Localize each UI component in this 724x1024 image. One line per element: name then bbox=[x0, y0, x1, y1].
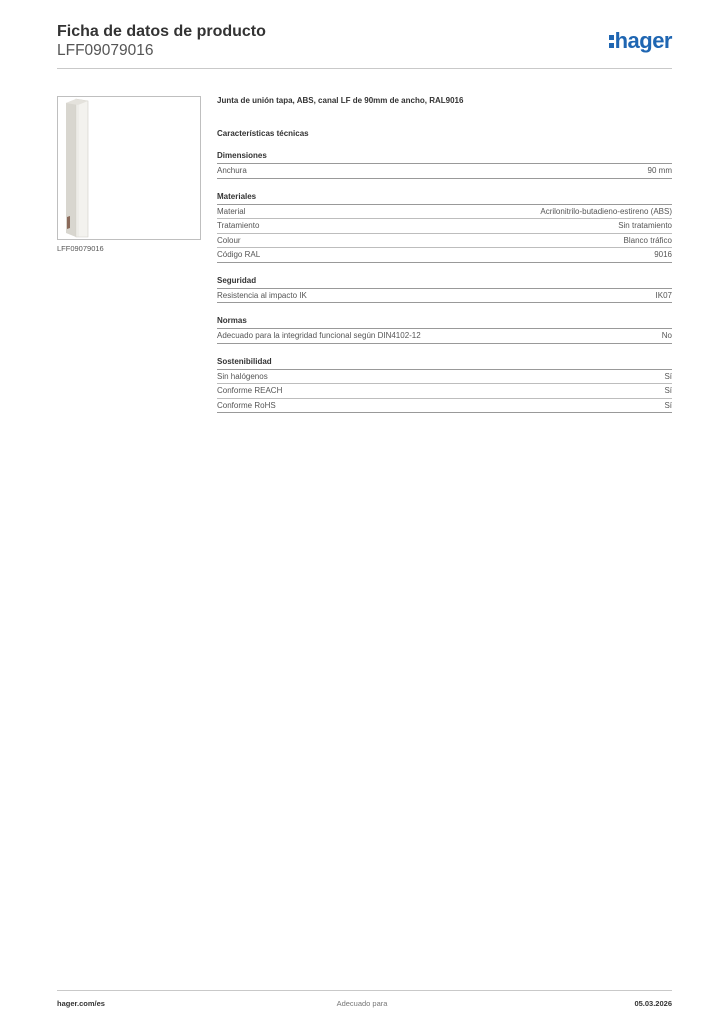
product-description: Junta de unión tapa, ABS, canal LF de 90mm de ancho, RAL9016 bbox=[217, 96, 464, 105]
spec-label: Colour bbox=[217, 235, 241, 245]
section-sostenibilidad bbox=[217, 357, 672, 414]
spec-label: Anchura bbox=[217, 166, 247, 175]
section-title: Normas bbox=[217, 316, 672, 329]
spec-value: Sí bbox=[664, 400, 672, 410]
footer-date: 05.03.2026 bbox=[634, 999, 672, 1008]
image-caption: LFF09079016 bbox=[57, 244, 104, 253]
spec-label: Código RAL bbox=[217, 250, 261, 259]
spec-label: Sin halógenos bbox=[217, 371, 268, 381]
spec-row bbox=[217, 329, 672, 344]
spec-row bbox=[217, 205, 672, 220]
spec-row bbox=[217, 289, 672, 304]
section-title: Materiales bbox=[217, 192, 672, 205]
spec-row bbox=[217, 384, 672, 399]
spec-label: Adecuado para la integridad funcional según DIN4102-12 bbox=[217, 331, 421, 340]
header bbox=[57, 22, 266, 60]
spec-label: Conforme REACH bbox=[217, 386, 283, 395]
section-title: Dimensiones bbox=[217, 151, 672, 164]
product-illustration-icon bbox=[58, 97, 200, 239]
section-title: Sostenibilidad bbox=[217, 357, 672, 370]
footer-website-link[interactable]: hager.com/es bbox=[57, 999, 105, 1008]
spec-row bbox=[217, 164, 672, 179]
section-seguridad bbox=[217, 276, 672, 304]
section-normas bbox=[217, 316, 672, 344]
page-title: Ficha de datos de producto bbox=[57, 23, 266, 40]
spec-value: Acrilonitrilo-butadieno-estireno (ABS) bbox=[540, 206, 672, 216]
spec-label: Resistencia al impacto IK bbox=[217, 290, 307, 300]
content bbox=[217, 96, 672, 413]
section-title: Seguridad bbox=[217, 276, 672, 289]
section-dimensiones bbox=[217, 151, 672, 179]
spec-value: Sin tratamiento bbox=[618, 221, 672, 230]
header-divider bbox=[57, 68, 672, 69]
spec-value: Sí bbox=[664, 386, 672, 395]
spec-label: Material bbox=[217, 206, 246, 216]
spec-value: Sí bbox=[664, 371, 672, 381]
footer-center-text: Adecuado para bbox=[336, 999, 388, 1008]
product-image bbox=[57, 96, 201, 240]
spec-value: Blanco tráfico bbox=[623, 235, 672, 245]
spec-label: Tratamiento bbox=[217, 221, 260, 230]
section-materiales bbox=[217, 192, 672, 263]
spec-value: IK07 bbox=[655, 290, 672, 300]
spec-value: 90 mm bbox=[647, 166, 672, 175]
spec-value: 9016 bbox=[654, 250, 672, 259]
logo-text: hager bbox=[614, 28, 672, 53]
spec-label: Conforme RoHS bbox=[217, 400, 276, 410]
spec-row bbox=[217, 370, 672, 385]
logo-mark-icon bbox=[609, 35, 614, 48]
spec-row bbox=[217, 219, 672, 234]
spec-row bbox=[217, 248, 672, 263]
footer-divider bbox=[57, 990, 672, 991]
hager-logo bbox=[609, 29, 672, 53]
tech-characteristics-title: Características técnicas bbox=[217, 129, 309, 138]
spec-row bbox=[217, 399, 672, 414]
product-code: LFF09079016 bbox=[57, 42, 154, 59]
spec-value: No bbox=[661, 331, 672, 340]
spec-row bbox=[217, 234, 672, 249]
